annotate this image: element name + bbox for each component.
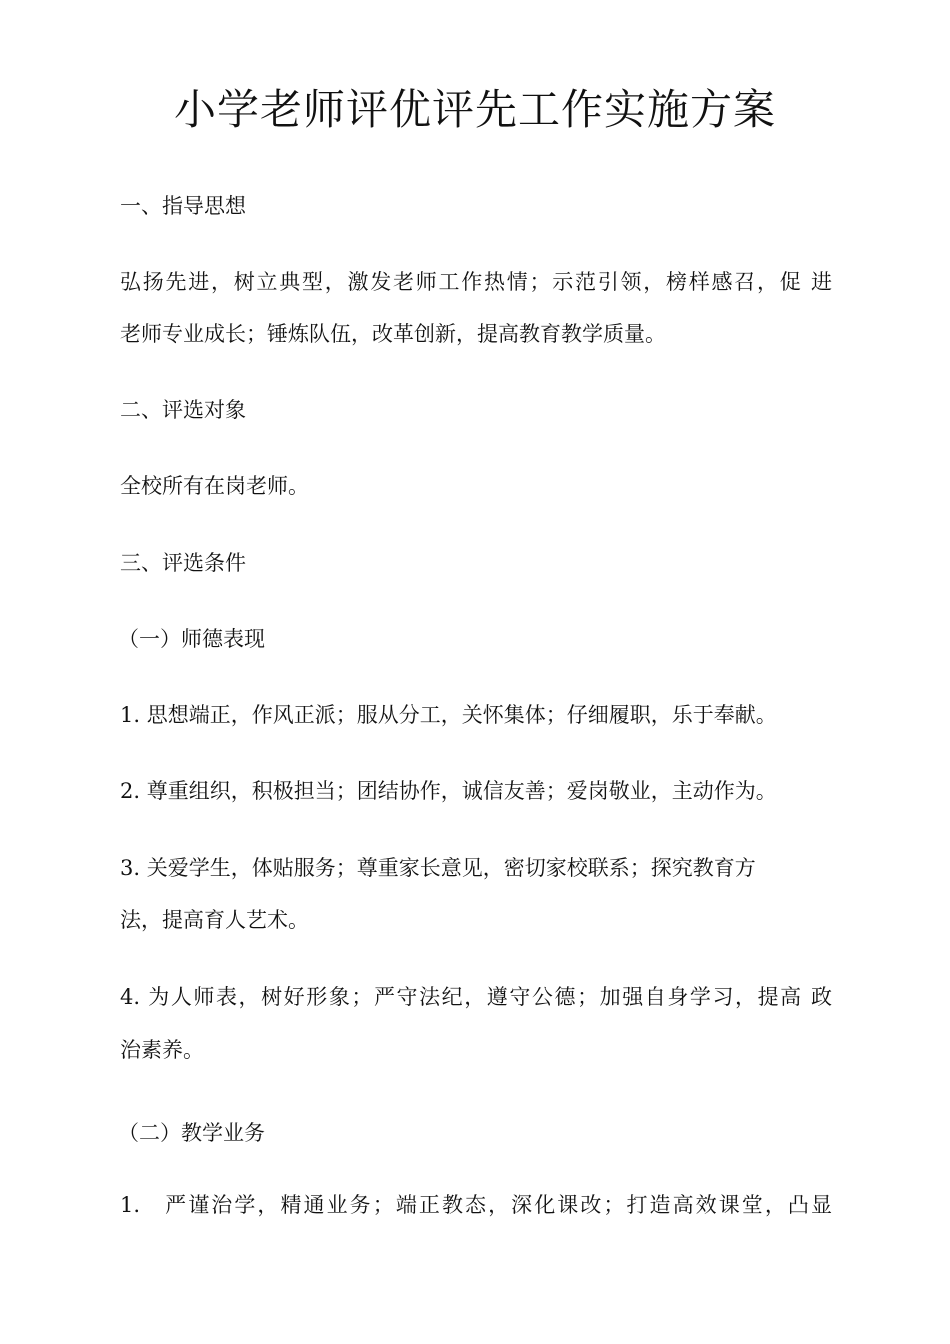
subsection-heading-teaching: （二）教学业务 [118, 1121, 265, 1145]
list-item: 3. 关爱学生，体贴服务；尊重家长意见，密切家校联系；探究教育方 [120, 856, 756, 880]
section-heading-guiding-ideology: 一、指导思想 [120, 194, 246, 218]
section-heading-selection-criteria: 三、评选条件 [120, 551, 246, 575]
list-item: 4. 为人师表，树好形象；严守法纪，遵守公德；加强自身学习，提高 政 [120, 985, 832, 1009]
list-item-continuation: 法，提高育人艺术。 [120, 908, 309, 932]
list-item: 2. 尊重组织，积极担当；团结协作，诚信友善；爱岗敬业，主动作为。 [120, 779, 777, 803]
section-heading-selection-target: 二、评选对象 [120, 398, 246, 422]
list-item-continuation: 治素养。 [120, 1038, 204, 1062]
list-item: 1. 严谨治学，精通业务；端正教态，深化课改；打造高效课堂，凸显 [120, 1193, 832, 1217]
paragraph-line: 老师专业成长；锤炼队伍，改革创新，提高教育教学质量。 [120, 322, 666, 346]
subsection-heading-ethics: （一）师德表现 [118, 627, 265, 651]
list-item: 1. 思想端正，作风正派；服从分工，关怀集体；仔细履职，乐于奉献。 [120, 703, 777, 727]
paragraph-line: 全校所有在岗老师。 [120, 474, 309, 498]
document-title: 小学老师评优评先工作实施方案 [173, 85, 776, 134]
paragraph-line: 弘扬先进，树立典型，激发老师工作热情；示范引领，榜样感召，促 进 [120, 270, 832, 294]
